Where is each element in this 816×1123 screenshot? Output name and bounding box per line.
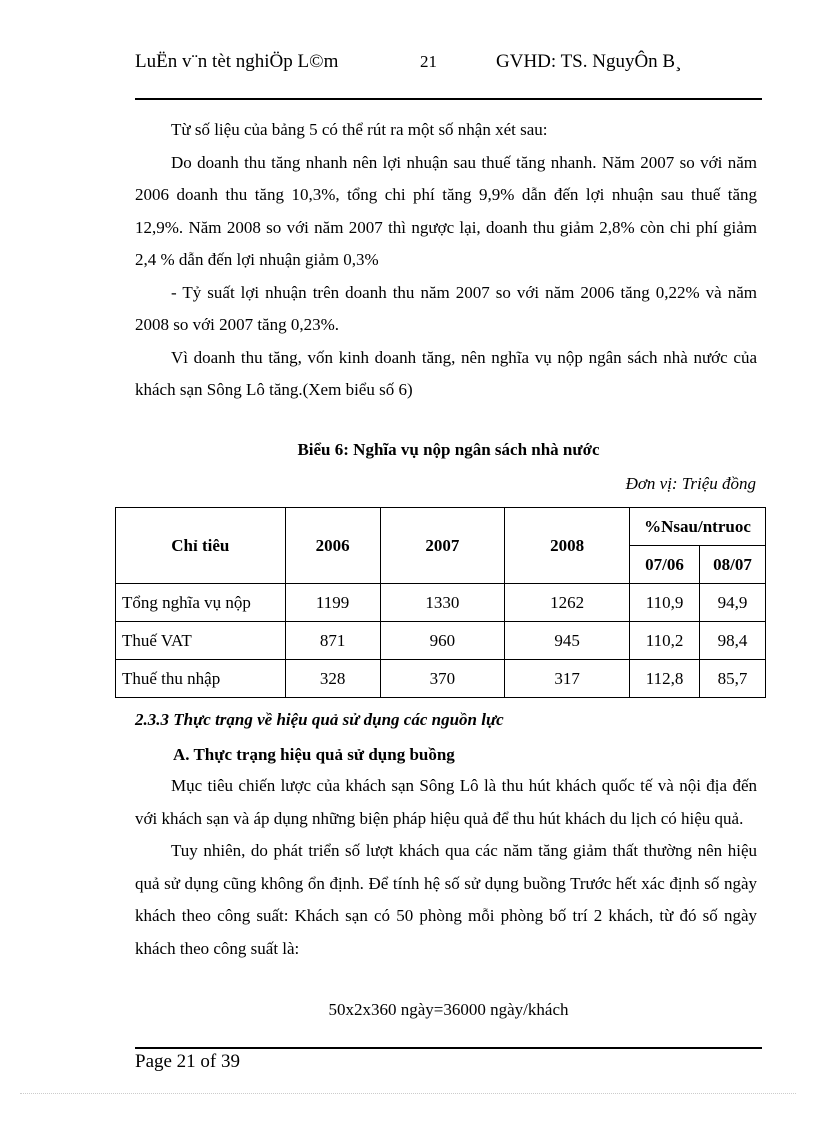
cell-2008: 1262 — [505, 584, 630, 622]
intro-paragraph: - Tỷ suất lợi nhuận trên doanh thu năm 2007 so với năm 2006 tăng 0,22% và năm 2008 so với 2007 tăng 0,23%. — [135, 282, 757, 334]
cell-ratio-0807: 98,4 — [700, 622, 766, 660]
table-unit: Đơn vị: Triệu đồng — [625, 474, 756, 493]
footer-page-label: Page 21 of 39 — [135, 1051, 241, 1072]
cell-2007: 1330 — [380, 584, 505, 622]
cell-2006: 328 — [285, 660, 380, 698]
cell-ratio-0706: 110,9 — [630, 584, 700, 622]
table-row — [116, 660, 766, 698]
header-divider — [135, 98, 762, 100]
page-bottom-border — [20, 1093, 796, 1094]
row-label: Thuế thu nhập — [116, 660, 286, 698]
section-paragraph: Mục tiêu chiến lược của khách sạn Sông Lô là thu hút khách quốc tế và nội địa đến với khách sạn và áp dụng những biện pháp hiệu quả để thu hút khách du lịch có hiệu quả. — [135, 776, 757, 828]
intro-paragraph: Do doanh thu tăng nhanh nên lợi nhuận sau thuế tăng nhanh. Năm 2007 so với năm 2006 doanh thu tăng 10,3%, tổng chi phí tăng 9,9% dẫn đến lợi nhuận sau thuế tăng 12,9%. Năm 2008 so với năm 2007 thì ngược lại, doanh thu giảm 2,8% còn chi phí giảm 2,4 % dẫn đến lợi nhuận giảm 0,3% — [135, 152, 757, 269]
cell-2006: 871 — [285, 622, 380, 660]
section-title: 2.3.3 Thực trạng về hiệu quả sử dụng các nguồn lực — [135, 710, 504, 729]
cell-ratio-0706: 112,8 — [630, 660, 700, 698]
cell-2008: 317 — [505, 660, 630, 698]
tax-obligation-table — [115, 507, 766, 698]
subsection-title: A. Thực trạng hiệu quả sử dụng buồng — [173, 745, 455, 764]
intro-paragraph: Từ số liệu của bảng 5 có thể rút ra một số nhận xét sau: — [171, 120, 548, 139]
cell-2007: 370 — [380, 660, 505, 698]
table-row — [116, 622, 766, 660]
intro-text — [135, 114, 757, 407]
footer-divider — [135, 1047, 762, 1049]
header-2007: 2007 — [380, 508, 505, 584]
header-ratio-group: %Nsau/ntruoc — [630, 508, 766, 546]
table-row — [116, 584, 766, 622]
cell-ratio-0807: 94,9 — [700, 584, 766, 622]
capacity-formula: 50x2x360 ngày=36000 ngày/khách — [328, 1000, 569, 1019]
header-ratio-0706: 07/06 — [630, 546, 700, 584]
header-supervisor: GVHD: TS. NguyÔn B¸ — [496, 51, 682, 72]
cell-2006: 1199 — [285, 584, 380, 622]
cell-ratio-0807: 85,7 — [700, 660, 766, 698]
header-page-number: 21 — [420, 52, 437, 71]
cell-2008: 945 — [505, 622, 630, 660]
section-text — [135, 770, 757, 965]
row-label: Tổng nghĩa vụ nộp — [116, 584, 286, 622]
cell-2007: 960 — [380, 622, 505, 660]
header-2008: 2008 — [505, 508, 630, 584]
header-thesis-title: LuËn v¨n tèt nghiÖp L©m — [135, 51, 339, 72]
intro-paragraph: Vì doanh thu tăng, vốn kinh doanh tăng, nên nghĩa vụ nộp ngân sách nhà nước của khách sạn Sông Lô tăng.(Xem biểu số 6) — [135, 347, 757, 399]
table-header-row — [116, 508, 766, 546]
table-caption: Biểu 6: Nghĩa vụ nộp ngân sách nhà nước — [297, 440, 600, 459]
header-ratio-0807: 08/07 — [700, 546, 766, 584]
row-label: Thuế VAT — [116, 622, 286, 660]
cell-ratio-0706: 110,2 — [630, 622, 700, 660]
section-paragraph: Tuy nhiên, do phát triển số lượt khách qua các năm tăng giảm thất thường nên hiệu quả sử dụng cũng không ổn định. Để tính hệ số sử dụng buồng Trước hết xác định số ngày khách theo công suất: Khách sạn có 50 phòng mỗi phòng bố trí 2 khách, từ đó số ngày khách theo công suất là: — [135, 841, 757, 958]
header-2006: 2006 — [285, 508, 380, 584]
header-indicator: Chỉ tiêu — [116, 508, 286, 584]
